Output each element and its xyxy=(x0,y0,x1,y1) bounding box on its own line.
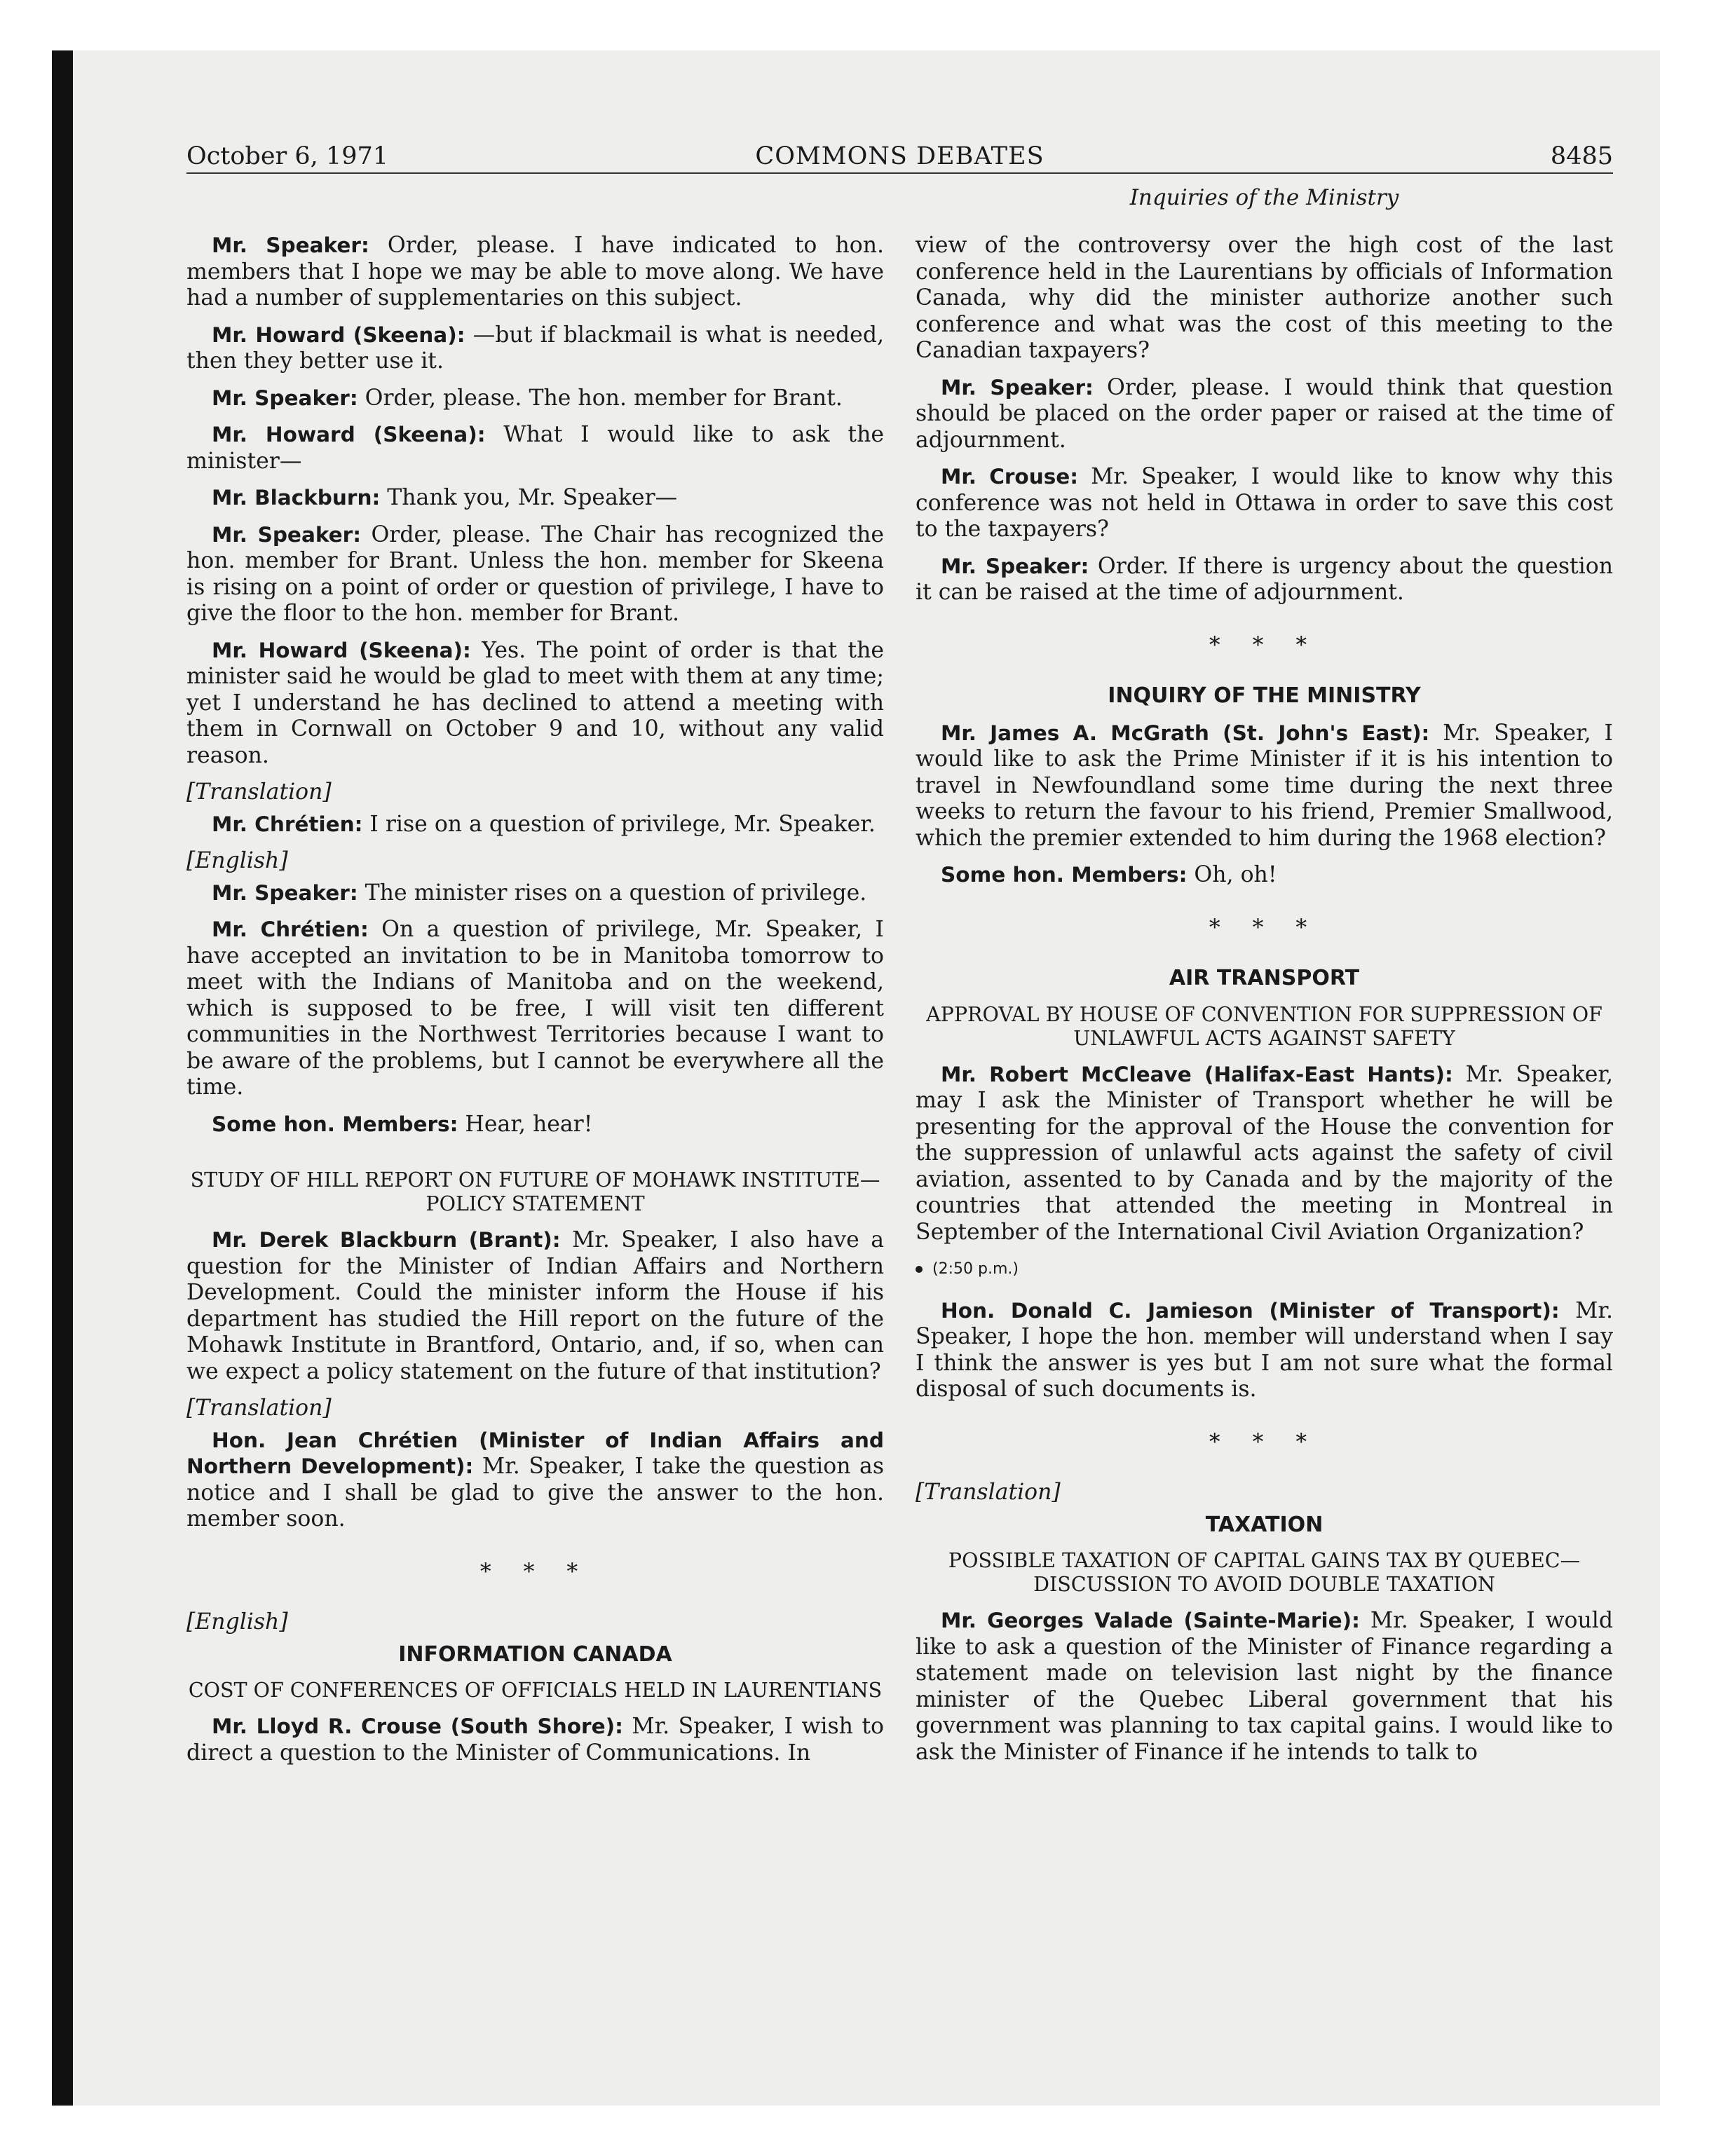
speaker-name: Mr. Crouse: xyxy=(941,465,1079,489)
left-column xyxy=(186,233,884,1777)
speech-text: Hear, hear! xyxy=(458,1111,593,1137)
header-date: October 6, 1971 xyxy=(186,142,388,170)
speaker-name: Mr. Robert McCleave (Halifax-East Hants): xyxy=(941,1062,1453,1086)
speech-text: Order, please. I would think that question should be placed on the order paper or raised at the time of adjournment. xyxy=(916,374,1613,453)
paragraph xyxy=(916,862,1613,889)
speech-text: Mr. Speaker, I would like to know why this conference was not held in Ottawa in order to save this cost to the taxpayers? xyxy=(916,464,1613,542)
speaker-name: Some hon. Members: xyxy=(212,1112,458,1136)
speaker-name: Mr. James A. McGrath (St. John's East): xyxy=(941,721,1430,745)
speech-text: Thank you, Mr. Speaker— xyxy=(380,485,678,510)
paragraph xyxy=(186,917,884,1101)
bullet-icon xyxy=(916,1266,923,1273)
paragraph xyxy=(186,1227,884,1385)
paragraph xyxy=(186,1112,884,1138)
speaker-name: Hon. Donald C. Jamieson (Minister of Transport): xyxy=(941,1298,1560,1323)
paragraph xyxy=(186,422,884,475)
speaker-name: Mr. Speaker: xyxy=(941,375,1094,400)
paragraph xyxy=(186,322,884,375)
subheading: APPROVAL BY HOUSE OF CONVENTION FOR SUPPRESSION OF UNLAWFUL ACTS AGAINST SAFETY xyxy=(926,1002,1603,1050)
paragraph xyxy=(916,233,1613,364)
subheading: POSSIBLE TAXATION OF CAPITAL GAINS TAX BY QUEBEC—DISCUSSION TO AVOID DOUBLE TAXATION xyxy=(948,1549,1581,1596)
speech-text: Mr. Speaker, I wish to direct a question to the Minister of Communications. In xyxy=(186,1714,884,1766)
speech-text: Mr. Speaker, may I ask the Minister of Transport whether he will be presenting for the approval of the House the convention for the suppression of unlawful acts against the safety of civil aviation, assented to by Canada and by the majority of the countries that attended the meeting in Montreal in September of the International Civil Aviation Organization? xyxy=(916,1061,1613,1245)
speech-text: Yes. The point of order is that the minister said he would be glad to meet with them at any time; yet I understand he has declined to attend a meeting with them in Cornwall on October 9 and 10, without any valid reason. xyxy=(186,637,884,768)
section-separator: * * * xyxy=(1209,1429,1320,1455)
speech-text: —but if blackmail is what is needed, then they better use it. xyxy=(186,322,885,374)
subheading: COST OF CONFERENCES OF OFFICIALS HELD IN LAURENTIANS xyxy=(188,1679,883,1702)
paragraph xyxy=(916,554,1613,606)
paragraph xyxy=(186,1428,884,1533)
speaker-name: Mr. Howard (Skeena): xyxy=(212,322,465,347)
speech-text: Mr. Speaker, I also have a question for the Minister of Indian Affairs and Northern Development. Could the minister inform the House if his department has studied the Hill report on the future of the Mohawk Institute in Brantford, Ontario, and, if so, when can we expect a policy statement on the future of that institution? xyxy=(186,1227,884,1384)
subheading: STUDY OF HILL REPORT ON FUTURE OF MOHAWK INSTITUTE—POLICY STATEMENT xyxy=(190,1168,880,1215)
language-marker: [English] xyxy=(186,848,288,873)
speech-text: Order, please. The hon. member for Brant. xyxy=(358,385,843,411)
time-text: (2:50 p.m.) xyxy=(932,1260,1019,1278)
translation-marker: [Translation] xyxy=(186,1396,332,1421)
speaker-name: Hon. Jean Chrétien (Minister of Indian Affairs and Northern Development): xyxy=(186,1428,884,1478)
paragraph xyxy=(186,1714,884,1766)
speech-text: The minister rises on a question of privilege. xyxy=(358,880,867,906)
speaker-name: Mr. Howard (Skeena): xyxy=(212,638,471,662)
section-heading: INQUIRY OF THE MINISTRY xyxy=(1108,683,1421,708)
paragraph xyxy=(916,1062,1613,1246)
section-heading: INFORMATION CANADA xyxy=(398,1642,672,1667)
speaker-name: Mr. Speaker: xyxy=(212,522,362,547)
page-header xyxy=(186,140,1613,174)
paragraph xyxy=(186,638,884,770)
speaker-name: Mr. Howard (Skeena): xyxy=(212,423,486,446)
speaker-name: Mr. Chrétien: xyxy=(212,812,363,836)
speaker-name: Some hon. Members: xyxy=(941,863,1188,887)
header-title: COMMONS DEBATES xyxy=(755,142,1045,170)
section-label: Inquiries of the Ministry xyxy=(1129,185,1399,210)
page-number: 8485 xyxy=(1550,142,1613,170)
paragraph xyxy=(186,233,884,312)
speaker-name: Mr. Derek Blackburn (Brant): xyxy=(212,1228,561,1252)
section-separator: * * * xyxy=(479,1559,591,1585)
speech-text: Mr. Speaker, I take the question as notice and I shall be glad to give the answer to the hon. member soon. xyxy=(186,1454,884,1531)
speaker-name: Mr. Blackburn: xyxy=(212,486,381,510)
speech-text: Order. If there is urgency about the question it can be raised at the time of adjournment. xyxy=(916,553,1613,605)
speech-text: view of the controversy over the high cost of the last conference held in the Laurentians by officials of Information Canada, why did the minister authorize another such conference and what was the cost of this meeting to the Canadian taxpayers? xyxy=(916,233,1613,363)
paragraph xyxy=(186,880,884,907)
language-marker: [English] xyxy=(186,1609,288,1635)
speech-text: Oh, oh! xyxy=(1187,862,1277,887)
right-column xyxy=(916,233,1613,1776)
speaker-name: Mr. Speaker: xyxy=(212,386,358,410)
speech-text: Order, please. I have indicated to hon. members that I hope we may be able to move along. We have had a number of supplementaries on this subject. xyxy=(186,233,884,311)
translation-marker: [Translation] xyxy=(186,779,332,805)
paragraph xyxy=(186,522,884,627)
paragraph xyxy=(916,1298,1613,1403)
paragraph xyxy=(186,812,884,838)
speech-text: I rise on a question of privilege, Mr. Speaker. xyxy=(362,811,876,837)
time-stamp xyxy=(916,1256,1613,1283)
section-separator: * * * xyxy=(1209,915,1320,941)
paragraph xyxy=(186,485,884,512)
speaker-name: Mr. Speaker: xyxy=(212,880,358,905)
scan-edge xyxy=(0,0,53,2156)
speech-text: Mr. Speaker, I hope the hon. member will understand when I say I think the answer is yes but I am not sure what the formal disposal of such documents is. xyxy=(916,1297,1613,1402)
speech-text: Mr. Speaker, I would like to ask the Prime Minister if it is his intention to travel in Newfoundland some time during the next three weeks to return the favour to his friend, Premier Smallwood, which the premier extended to him during the 1968 election? xyxy=(916,720,1613,851)
paragraph xyxy=(186,386,884,412)
paragraph xyxy=(916,464,1613,543)
speaker-name: Mr. Georges Valade (Sainte-Marie): xyxy=(941,1609,1360,1632)
speaker-name: Mr. Speaker: xyxy=(212,233,369,257)
speaker-name: Mr. Chrétien: xyxy=(212,917,369,941)
section-heading: AIR TRANSPORT xyxy=(1169,966,1360,990)
paragraph xyxy=(916,1608,1613,1766)
speaker-name: Mr. Speaker: xyxy=(941,554,1089,578)
speaker-name: Mr. Lloyd R. Crouse (South Shore): xyxy=(212,1714,623,1738)
section-separator: * * * xyxy=(1209,632,1320,658)
speech-text: Mr. Speaker, I would like to ask a question of the Minister of Finance regarding a statement made on television last night by the finance minister of the Quebec Liberal government that his government was planning to tax capital gains. I would like to ask the Minister of Finance if he intends to talk to xyxy=(916,1608,1613,1765)
speech-text: What I would like to ask the minister— xyxy=(186,422,884,474)
paragraph xyxy=(916,375,1613,454)
translation-marker: [Translation] xyxy=(916,1480,1061,1505)
speech-text: On a question of privilege, Mr. Speaker, I have accepted an invitation to be in Manitoba tomorrow to meet with the Indians of Manitoba and on the weekend, which is supposed to be free, I will visit ten different communities in the Northwest Territories because I want to be aware of the problems, but I cannot be everywhere all the time. xyxy=(186,917,884,1100)
speech-text: Order, please. The Chair has recognized the hon. member for Brant. Unless the hon. member for Skeena is rising on a point of order or question of privilege, I have to give the floor to the hon. member for Brant. xyxy=(186,521,884,626)
paragraph xyxy=(916,721,1613,852)
section-heading: TAXATION xyxy=(1205,1512,1324,1537)
